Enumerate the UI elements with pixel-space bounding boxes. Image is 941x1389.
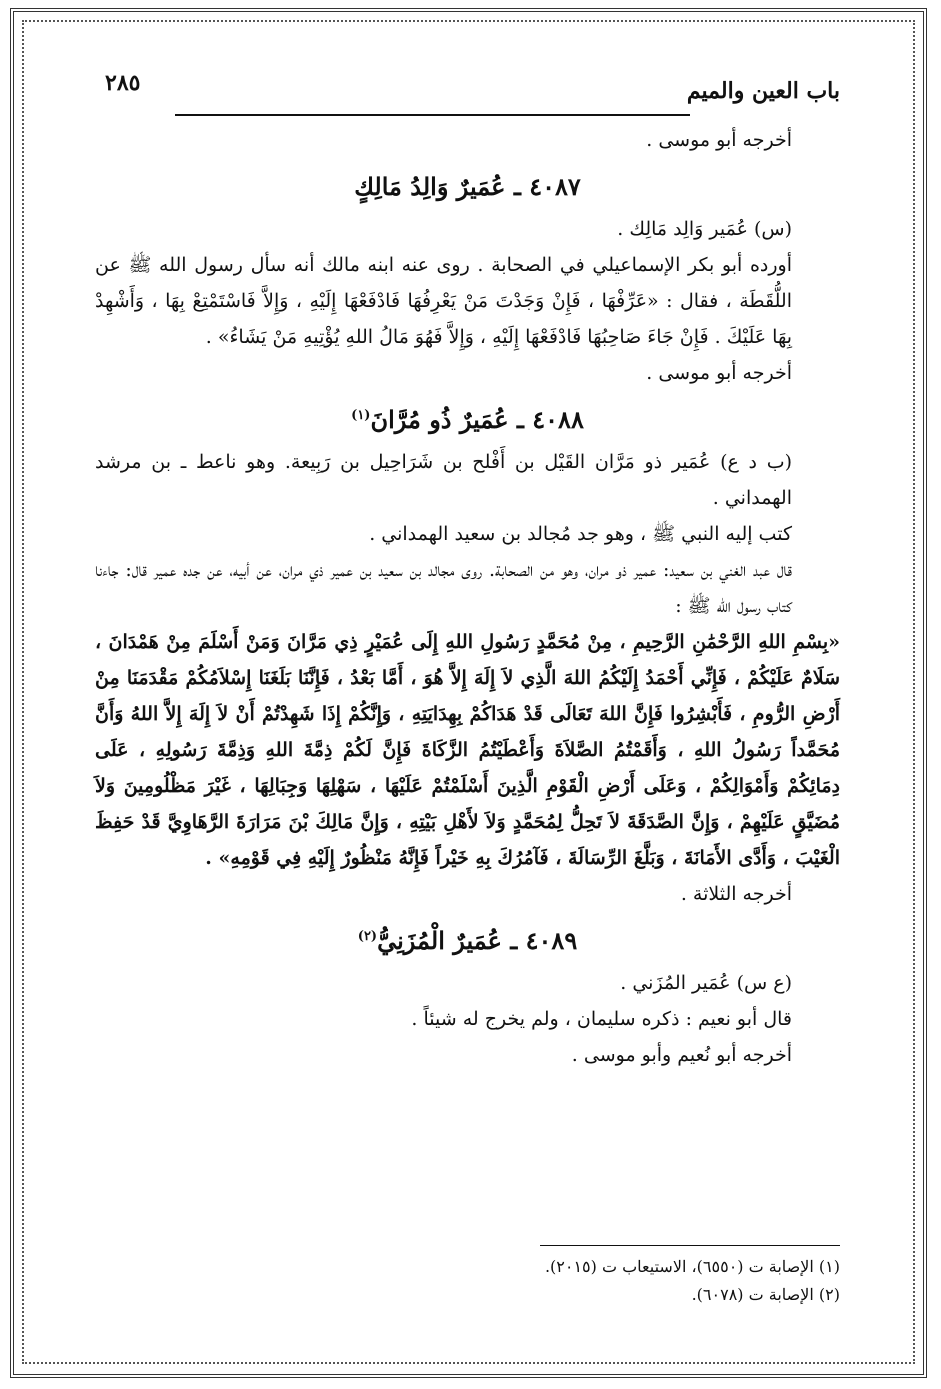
footnote-marker: (٢)	[357, 929, 378, 944]
entry-heading-4089	[95, 926, 840, 955]
main-text	[95, 122, 840, 1073]
paragraph: أخرجه أبو نُعيم وأبو موسى .	[571, 1044, 792, 1066]
footnote-marker: (١)	[351, 408, 371, 423]
footnote: (٢) الإصابة ت (٦٠٧٨).	[691, 1285, 840, 1304]
paragraph: (ع س) عُمَير المُزَني .	[620, 972, 792, 994]
chapter-title: باب العين والميم	[686, 78, 840, 104]
footnote: (١) الإصابة ت (٦٥٥٠)، الاستيعاب ت (٢٠١٥).	[544, 1257, 840, 1276]
entry-heading-4087	[95, 172, 840, 201]
paragraph: كتب إليه النبي ﷺ ، وهو جد مُجالد بن سعيد الهمداني .	[369, 523, 792, 545]
footnote-rule	[540, 1245, 840, 1246]
heading-text: ٤٠٨٨ ـ عُمَيرٌ ذُو مُرَّانَ	[370, 405, 584, 434]
page-content	[95, 60, 840, 1320]
paragraph: أورده أبو بكر الإسماعيلي في الصحابة . روى عنه ابنه مالك أنه سأل رسول الله ﷺ عن اللُّقَطَة ، فقال : «عَرِّفْهَا ، فَإِنْ وَجَدْتَ مَنْ يَعْرِفُهَا فَادْفَعْهَا إِلَيْهِ ، وَإِلاَّ فَاسْتَمْتِعْ بِهَا ، وَأَشْهِدْ بِهَا عَلَيْكَ . فَإِنْ جَاءَ صَاحِبُهَا فَادْفَعْهَا إِلَيْهِ ، وَإِلاَّ فَهُوَ مَالُ اللهِ يُؤْتِيهِ مَنْ يَشَاءُ» .	[95, 254, 792, 348]
paragraph: أخرجه أبو موسى .	[646, 129, 792, 151]
paragraph: قال أبو نعيم : ذكره سليمان ، ولم يخرج له شيئاً .	[411, 1008, 792, 1030]
page-header	[95, 70, 840, 110]
paragraph: (ب د ع) عُمَير ذو مَرَّان القَيْل بن أَفْلح بن شَرَاحِيل بن رَبِيعة. وهو ناعط ـ بن مرشد الهمداني .	[95, 451, 792, 509]
paragraph: قال عبد الغني بن سعيد: عمير ذو مران، وهو من الصحابة. روى مجالد بن سعيد بن عمير ذي مران، عن أبيه، عن جده عمير قال: جاءنا كتاب رسول الله ﷺ :	[95, 559, 792, 617]
footnotes	[95, 1253, 840, 1309]
heading-text: ٤٠٨٧ ـ عُمَيرٌ وَالِدُ مَالِكٍ	[354, 172, 581, 201]
letter-text: «بِسْمِ اللهِ الرَّحْمَٰنِ الرَّحِيمِ ، مِنْ مُحَمَّدٍ رَسُولِ اللهِ إِلَى عُمَيْرٍ ذِي مَرَّانَ وَمَنْ أَسْلَمَ مِنْ هَمْدَانَ ، سَلَامٌ عَلَيْكُمْ ، فَإِنِّي أَحْمَدُ إِلَيْكُمُ اللهَ الَّذِي لاَ إِلَهَ إِلاَّ هُوَ ، أَمَّا بَعْدُ ، فَإِنَّنَا بَلَغَنَا إِسْلاَمُكُمْ مَقْدَمَنَا مِنْ أَرْضِ الرُّومِ ، فَأَبْشِرُوا فَإِنَّ اللهَ تَعَالَى قَدْ هَدَاكُمْ بِهِدَايَتِهِ ، وَإِنَّكُمْ إِذَا شَهِدْتُمْ أَنْ لاَ إِلَهَ إِلاَّ اللهُ وَأَنَّ مُحَمَّداً رَسُولُ اللهِ ، وَأَقَمْتُمُ الصَّلاَةَ وَأَعْطَيْتُمُ الزَّكَاةَ فَإِنَّ لَكُمْ ذِمَّةَ اللهِ وَذِمَّةَ رَسُولِهِ ، عَلَى دِمَائِكُمْ وَأَمْوَالِكُمْ ، وَعَلَى أَرْضِ الْقَوْمِ الَّذِينَ أَسْلَمْتُمْ عَلَيْهَا ، سَهْلِهَا وَجِبَالِهَا ، غَيْرَ مَظْلُومِينَ وَلاَ مُضَيَّقٍ عَلَيْهِمْ ، وَإِنَّ الصَّدَقَةَ لاَ تَحِلُّ لِمُحَمَّدٍ وَلاَ لأَهْلِ بَيْتِهِ ، وَإِنَّ مَالِكَ بْنَ مَرَارَةَ الرَّهَاوِيَّ قَدْ حَفِظَ الْغَيْبَ ، وَأَدَّى الأَمَانَةَ ، وَبَلَّغَ الرِّسَالَةَ ، فَآمُرُكَ بِهِ خَيْراً فَإِنَّهُ مَنْظُورٌ إِلَيْهِ فِي قَوْمِهِ» .	[95, 631, 841, 869]
header-rule	[175, 114, 690, 116]
paragraph: أخرجه أبو موسى .	[646, 362, 792, 384]
entry-heading-4088	[95, 405, 840, 434]
page-number: ٢٨٥	[105, 70, 141, 96]
heading-text: ٤٠٨٩ ـ عُمَيرٌ الْمُزَنِيُّ	[377, 926, 578, 955]
paragraph: أخرجه الثلاثة .	[680, 883, 792, 905]
paragraph: (س) عُمَير وَالِد مَالِك .	[617, 218, 792, 240]
